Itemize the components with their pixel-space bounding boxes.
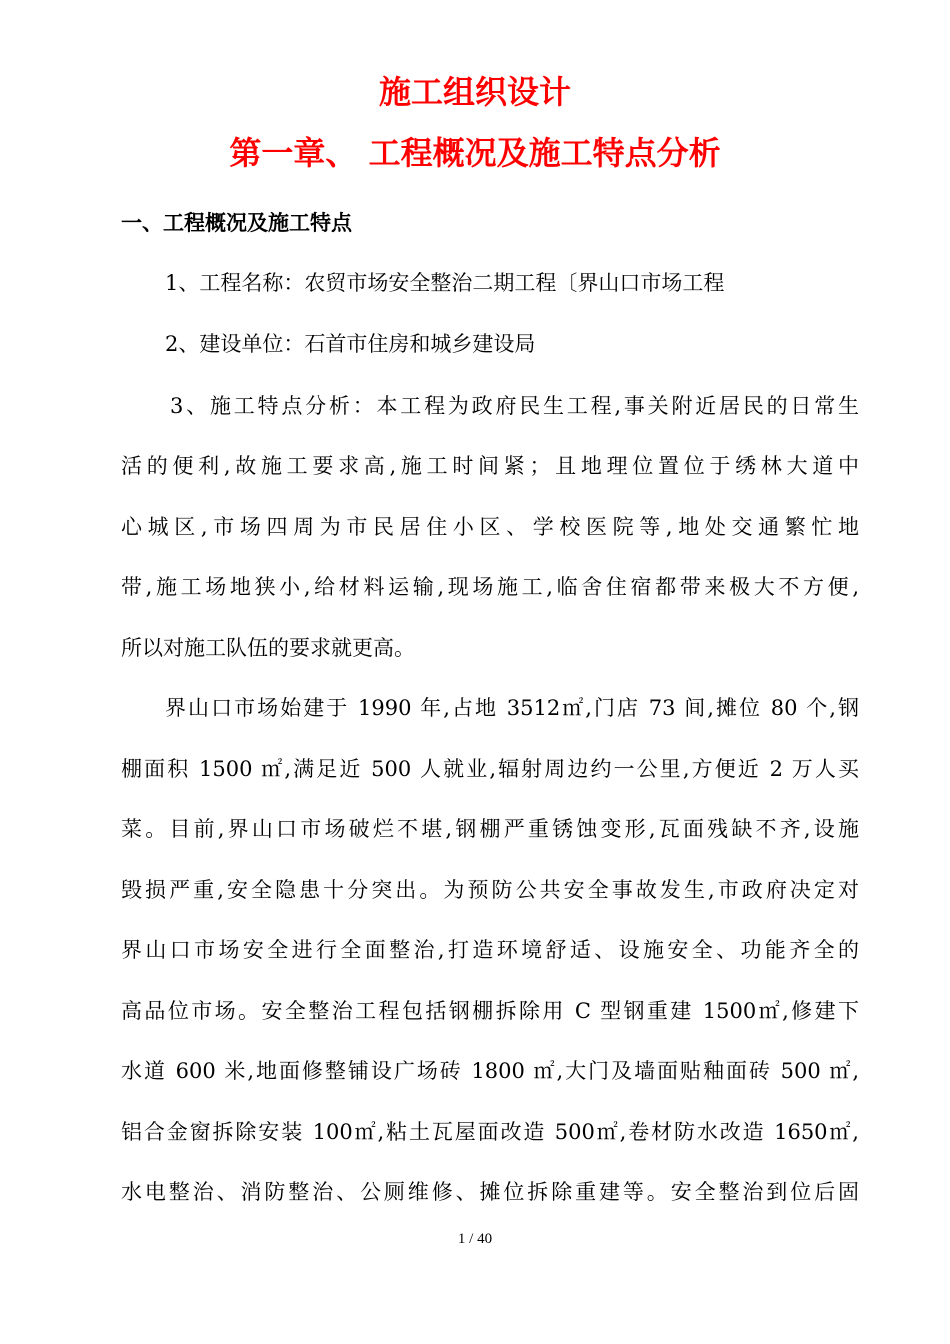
document-title: 施工组织设计 (378, 73, 571, 111)
paragraph-line: 界山口市场始建于 1990 年,占地 3512㎡,门店 73 间,摊位 80 个,钢 (165, 696, 859, 720)
paragraph-line: 高品位市场。安全整治工程包括钢棚拆除用 C 型钢重建 1500㎡,修建下 (121, 999, 859, 1023)
paragraph-line: 3、施工特点分析：本工程为政府民生工程,事关附近居民的日常生 (170, 394, 859, 418)
paragraph-line: 铝合金窗拆除安装 100㎡,粘土瓦屋面改造 500㎡,卷材防水改造 1650㎡, (121, 1120, 859, 1144)
paragraph-line: 带,施工场地狭小,给材料运输,现场施工,临舍住宿都带来极大不方便, (121, 575, 859, 599)
paragraph-line: 所以对施工队伍的要求就更高。 (121, 636, 415, 660)
paragraph-line: 心城区,市场四周为市民居住小区、学校医院等,地处交通繁忙地 (121, 515, 859, 539)
paragraph-line: 菜。目前,界山口市场破烂不堪,钢棚严重锈蚀变形,瓦面残缺不齐,设施 (121, 817, 859, 841)
paragraph-line: 水电整治、消防整治、公厕维修、摊位拆除重建等。安全整治到位后固 (121, 1180, 859, 1204)
paragraph-line: 棚面积 1500 ㎡,满足近 500 人就业,辐射周边约一公里,方便近 2 万人买 (121, 757, 859, 781)
item-builder: 2、建设单位：石首市住房和城乡建设局 (165, 332, 536, 356)
item-project-name: 1、工程名称：农贸市场安全整治二期工程〔界山口市场工程 (165, 271, 725, 295)
page-number: 1 / 40 (457, 1231, 493, 1247)
chapter-title: 第一章、 工程概况及施工特点分析 (229, 134, 721, 172)
paragraph-line: 水道 600 米,地面修整铺设广场砖 1800 ㎡,大门及墙面贴釉面砖 500 ㎡, (121, 1059, 859, 1083)
paragraph-line: 活的便利,故施工要求高,施工时间紧；且地理位置位于绣林大道中 (121, 454, 859, 478)
paragraph-line: 界山口市场安全进行全面整治,打造环境舒适、设施安全、功能齐全的 (121, 938, 859, 962)
section-heading: 一、工程概况及施工特点 (121, 211, 352, 235)
paragraph-line: 毁损严重,安全隐患十分突出。为预防公共安全事故发生,市政府决定对 (121, 878, 859, 902)
